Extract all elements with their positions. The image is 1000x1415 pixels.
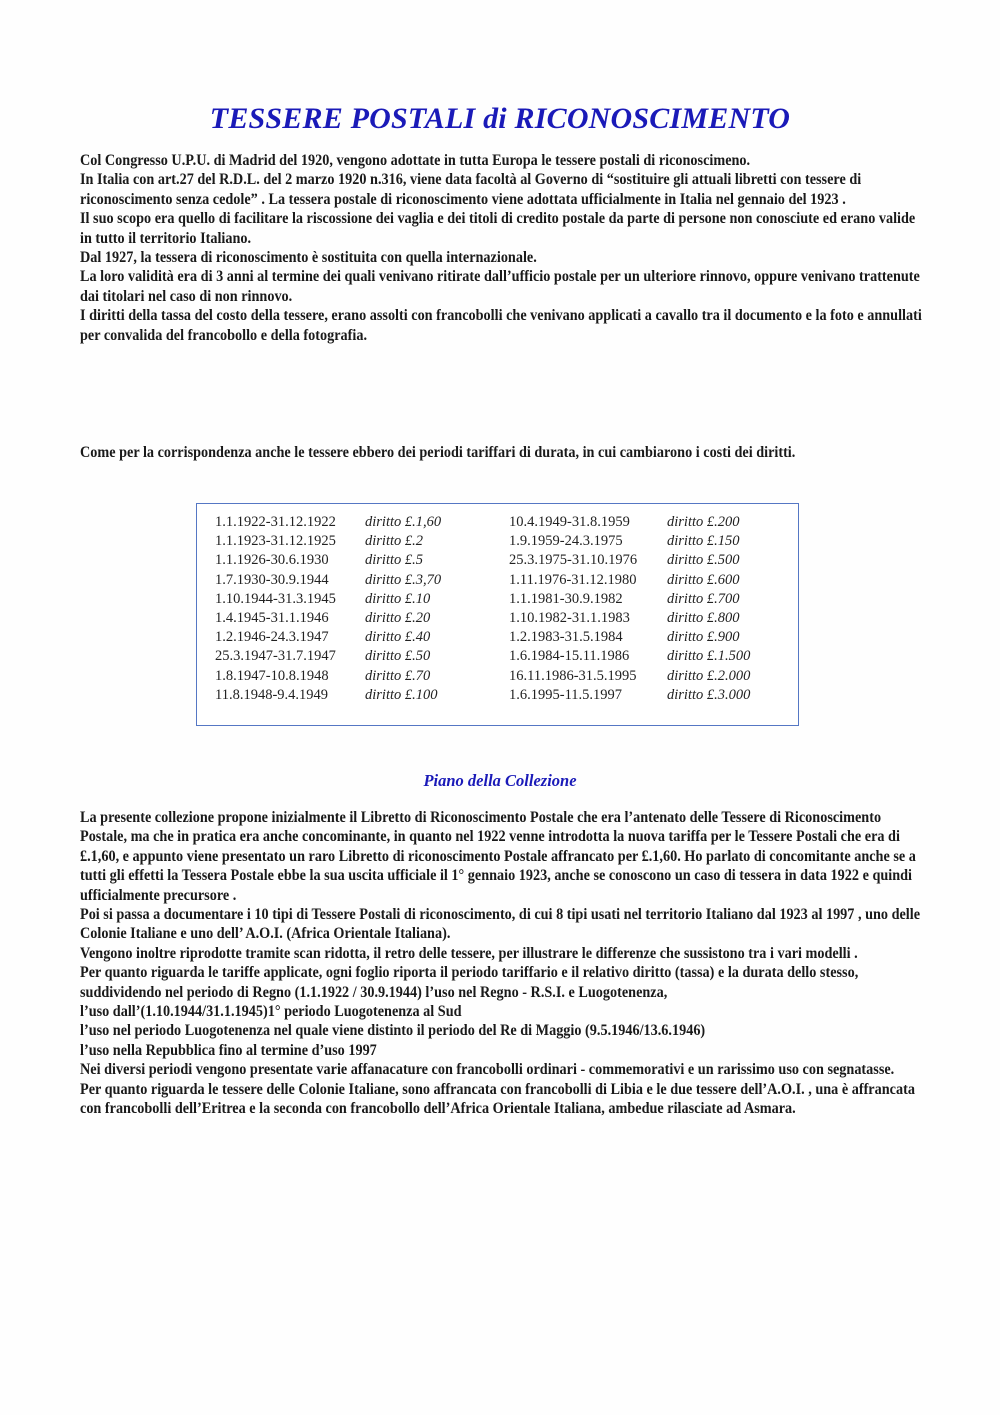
intro-paragraph: La loro validità era di 3 anni al termine dei quali venivano ritirate dall’ufficio postale per un ulteriore rinnovo, oppure venivano trattenute dai titolari nel caso di non rinnovo. — [80, 268, 920, 305]
tariff-period: 1.1.1923-31.12.1925 — [215, 533, 336, 550]
intro-paragraph: In Italia con art.27 del R.D.L. del 2 marzo 1920 n.316, viene data facoltà al Governo di “sostituire gli attuali libretti con tessere di riconoscimento senza cedole” . La tessera postale di riconoscimento viene adottata ufficialmente in Italia nel gennaio del 1923 . — [80, 171, 862, 208]
plan-paragraph: Per quanto riguarda le tessere delle Colonie Italiane, sono affrancata con francobolli di Libia e le due tessere dell’A.O.I. , una è affrancata con francobolli dell’Eritrea e la seconda con francobollo dell’Africa Orientale Italiana, ambedue rilasciate ad Asmara. — [80, 1080, 915, 1118]
tariff-fee: diritto £.200 — [667, 514, 740, 530]
tariff-fee: diritto £.20 — [365, 609, 431, 626]
tariff-period: 1.10.1982-31.1.1983 — [509, 609, 630, 626]
plan-paragraph: l’uso nel periodo Luogotenenza nel quale viene distinto il periodo del Re di Maggio (9.5.1946/13.6.1946) — [80, 1022, 706, 1040]
tariff-period: 1.4.1945-31.1.1946 — [215, 609, 329, 626]
plan-paragraph: l’uso dall’(1.10.1944/31.1.1945)1° periodo Luogotenenza al Sud — [80, 1003, 462, 1021]
tariff-period: 25.3.1975-31.10.1976 — [509, 552, 638, 569]
tariff-fee: diritto £.150 — [667, 533, 740, 550]
tariff-intro-paragraph: Come per la corrispondenza anche le tessere ebbero dei periodi tariffari di durata, in cui cambiarono i costi dei diritti. — [80, 444, 796, 461]
tariff-fee: diritto £.2.000 — [667, 667, 751, 684]
page-title: TESSERE POSTALI di RICONOSCIMENTO — [209, 102, 791, 135]
tariff-period: 1.1.1926-30.6.1930 — [215, 552, 329, 569]
tariff-period: 25.3.1947-31.7.1947 — [215, 648, 336, 665]
tariff-period: 1.1.1922-31.12.1922 — [215, 514, 336, 530]
plan-paragraph: Poi si passa a documentare i 10 tipi di Tessere Postali di riconoscimento, di cui 8 tipi usati nel territorio Italiano dal 1923 al 1997 , uno delle Colonie Italiane e uno dell’ A.O.I. (Africa Orientale Italiana). — [80, 906, 921, 943]
tariff-period: 1.9.1959-24.3.1975 — [509, 533, 623, 550]
tariff-fee: diritto £.3,70 — [365, 571, 442, 588]
tariff-fee: diritto £.40 — [365, 629, 431, 646]
tariff-fee: diritto £.1.500 — [667, 648, 751, 665]
tariff-fee: diritto £.600 — [667, 571, 740, 588]
tariff-period: 1.10.1944-31.3.1945 — [215, 590, 336, 607]
plan-paragraph: Per quanto riguarda le tariffe applicate, ogni foglio riporta il periodo tariffario e il relativo diritto (tassa) e la durata dello stesso, suddividendo nel periodo di Regno (1.1.1922 / 30.9.1944) l’uso nel Regno - R.S.I. e Luogotenenza, — [80, 964, 859, 1001]
tariff-period: 1.2.1983-31.5.1984 — [509, 629, 623, 646]
tariff-fee: diritto £.900 — [667, 629, 740, 646]
intro-paragraph: Col Congresso U.P.U. di Madrid del 1920, vengono adottate in tutta Europa le tessere postali di riconoscimeno. — [80, 152, 751, 169]
intro-section — [80, 151, 926, 345]
tariff-fee: diritto £.1,60 — [365, 514, 442, 530]
intro-paragraph: Dal 1927, la tessera di riconoscimento è sostituita con quella internazionale. — [80, 249, 537, 267]
tariff-period: 1.6.1995-11.5.1997 — [509, 686, 623, 703]
tariff-period: 1.1.1981-30.9.1982 — [509, 590, 623, 607]
tariff-fee: diritto £.100 — [365, 686, 438, 703]
tariff-fee: diritto £.2 — [365, 533, 424, 550]
tariff-period: 1.6.1984-15.11.1986 — [509, 648, 630, 665]
plan-paragraph: Vengono inoltre riprodotte tramite scan ridotta, il retro delle tessere, per illustrare le differenze che sussistono tra i vari modelli . — [80, 944, 858, 962]
tariff-period: 1.8.1947-10.8.1948 — [215, 667, 329, 684]
tariff-period: 1.7.1930-30.9.1944 — [215, 571, 329, 588]
plan-section — [80, 808, 926, 1119]
tariff-period: 10.4.1949-31.8.1959 — [509, 514, 630, 530]
tariff-fee: diritto £.10 — [365, 590, 431, 607]
tariff-fee: diritto £.70 — [365, 667, 431, 684]
section-heading-plan: Piano della Collezione — [423, 771, 577, 790]
tariff-table — [196, 503, 799, 726]
tariff-period: 11.8.1948-9.4.1949 — [215, 686, 329, 703]
plan-paragraph: l’uso nella Repubblica fino al termine d’uso 1997 — [80, 1041, 377, 1059]
tariff-fee: diritto £.3.000 — [667, 686, 751, 703]
tariff-period: 16.11.1986-31.5.1995 — [509, 667, 637, 684]
tariff-fee: diritto £.5 — [365, 552, 424, 569]
plan-paragraph: La presente collezione propone inizialmente il Libretto di Riconoscimento Postale che era l’antenato delle Tessere di Riconoscimento Postale, ma che in pratica era anche concominante, in quanto nel 1922 venne introdotta la nuova tariffa per le Tessere Postali che era di £.1,60, e appunto viene presentato un raro Libretto di riconoscimento Postale affrancato per £.1,60. Ho parlato di concomitante anche se a tutti gli effetti la Tessera Postale ebbe la sua uscita ufficiale il 1° gennaio 1923, anche se conoscono un caso di tessera in data 1922 e quindi ufficialmente precursore . — [80, 809, 916, 904]
tariff-fee: diritto £.500 — [667, 552, 740, 569]
intro-paragraph: I diritti della tassa del costo della tessere, erano assolti con francobolli che venivano applicati a cavallo tra il documento e la foto e annullati per convalida del francobollo e della fotografia. — [80, 307, 922, 344]
tariff-period: 1.11.1976-31.12.1980 — [509, 571, 637, 588]
plan-paragraph: Nei diversi periodi vengono presentate varie affanacature con francobolli ordinari - commemorativi e un rarissimo uso con segnatasse. — [80, 1061, 895, 1079]
tariff-fee: diritto £.700 — [667, 590, 740, 607]
tariff-fee: diritto £.50 — [365, 648, 431, 665]
tariff-intro-section — [80, 443, 926, 462]
intro-paragraph: Il suo scopo era quello di facilitare la riscossione dei vaglia e dei titoli di credito postale da parte di persone non conosciute ed erano valide in tutto il territorio Italiano. — [80, 210, 916, 247]
tariff-fee: diritto £.800 — [667, 609, 740, 626]
tariff-period: 1.2.1946-24.3.1947 — [215, 629, 329, 646]
